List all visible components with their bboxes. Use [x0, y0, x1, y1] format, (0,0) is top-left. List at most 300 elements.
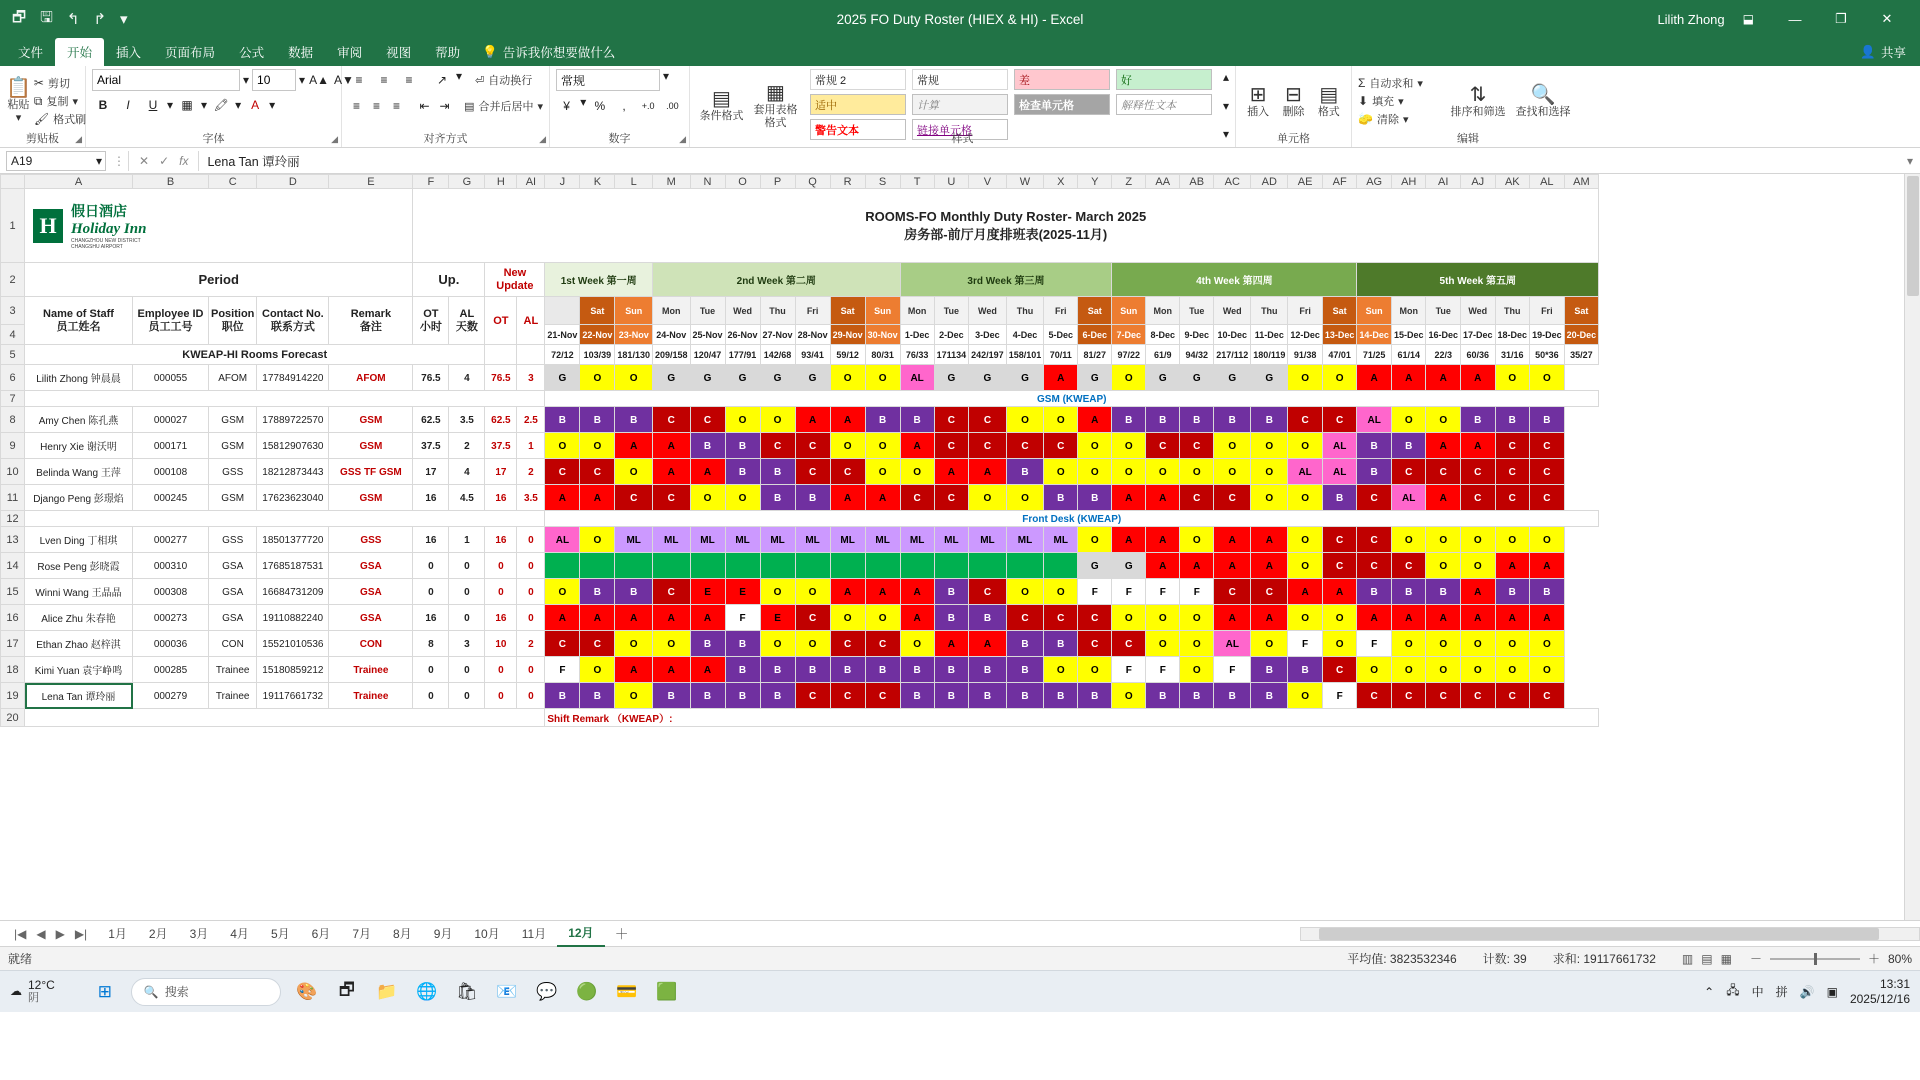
shift-cell-r2-d10[interactable]: A: [900, 433, 934, 459]
shift-cell-r0-d26[interactable]: A: [1461, 365, 1496, 391]
style-calculation[interactable]: 计算: [912, 94, 1008, 115]
name-box[interactable]: [6, 151, 106, 171]
shift-cell-r0-d7[interactable]: G: [795, 365, 830, 391]
shift-cell-r4-d0[interactable]: A: [545, 485, 580, 511]
shift-cell-r11-d23[interactable]: C: [1357, 683, 1392, 709]
comma-icon[interactable]: ,: [622, 99, 626, 113]
widgets-icon[interactable]: 🎨: [296, 981, 318, 1001]
table-row[interactable]: [1, 365, 1599, 391]
shift-cell-r7-d21[interactable]: A: [1288, 579, 1323, 605]
ot-new-cell[interactable]: 0: [485, 657, 517, 683]
column-header-AH[interactable]: AH: [1391, 175, 1426, 189]
insert-cells-button[interactable]: [1242, 69, 1274, 133]
shift-cell-r2-d13[interactable]: C: [1006, 433, 1044, 459]
shift-cell-r11-d2[interactable]: O: [615, 683, 653, 709]
shift-cell-r3-d13[interactable]: B: [1006, 459, 1044, 485]
row-header-3[interactable]: 3: [1, 297, 25, 325]
account-name[interactable]: Lilith Zhong: [1657, 11, 1725, 27]
ot-new-cell[interactable]: 16: [485, 605, 517, 631]
shift-cell-r2-d16[interactable]: O: [1112, 433, 1146, 459]
ime-language-icon[interactable]: 中: [1751, 985, 1764, 999]
shift-cell-r0-d4[interactable]: G: [690, 365, 725, 391]
column-header-AG[interactable]: AG: [1357, 175, 1392, 189]
sheet-nav-arrows[interactable]: [4, 927, 97, 941]
font-color-icon[interactable]: A: [251, 98, 260, 112]
employee-id-cell[interactable]: 000055: [133, 365, 209, 391]
shift-cell-r1-d24[interactable]: O: [1391, 407, 1426, 433]
forecast-value-13[interactable]: 158/101: [1006, 345, 1044, 365]
staff-name-cell[interactable]: Ethan Zhao 赵梓淇: [25, 631, 133, 657]
shift-cell-r10-d8[interactable]: B: [830, 657, 865, 683]
column-header-AE[interactable]: AE: [1288, 175, 1323, 189]
column-header-D[interactable]: D: [257, 175, 329, 189]
forecast-value-15[interactable]: 81/27: [1078, 345, 1112, 365]
shift-cell-r3-d0[interactable]: C: [545, 459, 580, 485]
shift-cell-r9-d24[interactable]: O: [1391, 631, 1426, 657]
shift-cell-r8-d23[interactable]: A: [1357, 605, 1392, 631]
shift-cell-r10-d26[interactable]: O: [1461, 657, 1496, 683]
contact-cell[interactable]: 15180859212: [257, 657, 329, 683]
tab-view[interactable]: 视图: [386, 46, 412, 60]
shift-cell-r6-d23[interactable]: C: [1357, 553, 1392, 579]
employee-id-cell[interactable]: 000308: [133, 579, 209, 605]
edge-browser-icon[interactable]: 🌐: [416, 981, 438, 1001]
shift-cell-r11-d8[interactable]: C: [830, 683, 865, 709]
column-header-AC[interactable]: AC: [1214, 175, 1251, 189]
shift-cell-r0-d18[interactable]: G: [1180, 365, 1214, 391]
borders-chevron-down-icon[interactable]: ▾: [201, 98, 208, 112]
shift-cell-r6-d12[interactable]: [969, 553, 1007, 579]
shift-cell-r9-d19[interactable]: AL: [1214, 631, 1251, 657]
shift-cell-r2-d22[interactable]: AL: [1322, 433, 1357, 459]
shift-cell-r3-d24[interactable]: C: [1391, 459, 1426, 485]
shift-cell-r1-d28[interactable]: B: [1530, 407, 1565, 433]
sheet-tab-8[interactable]: 8月: [393, 927, 412, 941]
shift-cell-r4-d3[interactable]: C: [652, 485, 690, 511]
excel-taskbar-icon[interactable]: 🟩: [656, 981, 678, 1001]
shift-cell-r10-d15[interactable]: O: [1078, 657, 1112, 683]
shift-cell-r7-d25[interactable]: B: [1426, 579, 1461, 605]
sheet-tab-7[interactable]: 7月: [352, 927, 371, 941]
shift-cell-r10-d3[interactable]: A: [652, 657, 690, 683]
style-neutral[interactable]: 适中: [810, 94, 906, 115]
font-size-input[interactable]: [252, 69, 296, 91]
sheet-row-1[interactable]: [1, 189, 1599, 263]
shift-cell-r9-d4[interactable]: B: [690, 631, 725, 657]
shift-cell-r4-d9[interactable]: A: [865, 485, 900, 511]
column-header-W[interactable]: W: [1006, 175, 1044, 189]
shift-cell-r11-d3[interactable]: B: [652, 683, 690, 709]
shift-cell-r9-d1[interactable]: C: [580, 631, 615, 657]
copy-chevron-down-icon[interactable]: ▾: [72, 95, 79, 108]
ot-new-cell[interactable]: 16: [485, 527, 517, 553]
row-header-16[interactable]: 16: [1, 605, 25, 631]
shift-cell-r0-d19[interactable]: G: [1214, 365, 1251, 391]
shift-cell-r9-d7[interactable]: O: [795, 631, 830, 657]
remark-cell[interactable]: GSS TF GSM: [329, 459, 413, 485]
column-header-A[interactable]: A: [25, 175, 133, 189]
forecast-value-10[interactable]: 76/33: [900, 345, 934, 365]
shift-cell-r11-d17[interactable]: B: [1146, 683, 1180, 709]
shift-cell-r8-d3[interactable]: A: [652, 605, 690, 631]
page-layout-icon[interactable]: ▤: [1701, 951, 1713, 966]
column-header-L[interactable]: L: [615, 175, 653, 189]
shift-cell-r7-d3[interactable]: C: [652, 579, 690, 605]
shift-cell-r5-d5[interactable]: ML: [725, 527, 760, 553]
underline-button[interactable]: U: [148, 98, 158, 112]
al-cell[interactable]: 4: [449, 459, 485, 485]
zoom-slider[interactable]: [1770, 958, 1860, 960]
start-button-icon[interactable]: ⊞: [97, 981, 112, 1001]
percent-icon[interactable]: %: [594, 99, 606, 113]
ribbon-display-options-icon[interactable]: ⬓: [1742, 12, 1754, 26]
borders-icon[interactable]: ▦: [181, 98, 193, 112]
shift-cell-r9-d25[interactable]: O: [1426, 631, 1461, 657]
table-row[interactable]: [1, 553, 1599, 579]
column-header-M[interactable]: M: [652, 175, 690, 189]
shift-cell-r5-d16[interactable]: A: [1112, 527, 1146, 553]
column-header-AI[interactable]: AI: [1426, 175, 1461, 189]
shift-cell-r2-d26[interactable]: A: [1461, 433, 1496, 459]
grow-font-button[interactable]: A▲: [309, 73, 329, 87]
contact-cell[interactable]: 15812907630: [257, 433, 329, 459]
shift-cell-r10-d4[interactable]: A: [690, 657, 725, 683]
normal-view-icon[interactable]: ▥: [1681, 951, 1694, 966]
shift-cell-r0-d3[interactable]: G: [652, 365, 690, 391]
shift-cell-r7-d6[interactable]: O: [760, 579, 795, 605]
shift-cell-r11-d21[interactable]: O: [1288, 683, 1323, 709]
shift-cell-r8-d18[interactable]: O: [1180, 605, 1214, 631]
autosum-chevron-down-icon[interactable]: ▾: [1417, 77, 1423, 90]
shift-cell-r3-d3[interactable]: A: [652, 459, 690, 485]
shift-cell-r1-d22[interactable]: C: [1322, 407, 1357, 433]
shift-cell-r11-d14[interactable]: B: [1044, 683, 1078, 709]
shift-cell-r1-d6[interactable]: O: [760, 407, 795, 433]
shift-cell-r5-d15[interactable]: O: [1078, 527, 1112, 553]
formula-input[interactable]: Lena Tan 谭玲丽: [207, 154, 300, 169]
row-header-9[interactable]: 9: [1, 433, 25, 459]
shift-cell-r3-d18[interactable]: O: [1180, 459, 1214, 485]
remark-cell[interactable]: CON: [329, 631, 413, 657]
style-explanatory[interactable]: 解释性文本: [1116, 94, 1212, 115]
shift-cell-r3-d11[interactable]: A: [934, 459, 969, 485]
bold-button[interactable]: B: [98, 98, 108, 112]
shift-cell-r5-d9[interactable]: ML: [865, 527, 900, 553]
shift-cell-r6-d11[interactable]: [934, 553, 969, 579]
shift-cell-r7-d11[interactable]: B: [934, 579, 969, 605]
shift-cell-r6-d0[interactable]: [545, 553, 580, 579]
shift-cell-r9-d0[interactable]: C: [545, 631, 580, 657]
find-select-button[interactable]: [1512, 69, 1574, 133]
shift-cell-r11-d11[interactable]: B: [934, 683, 969, 709]
shift-cell-r3-d22[interactable]: AL: [1322, 459, 1357, 485]
shrink-font-button[interactable]: A▼: [333, 73, 354, 87]
search-box[interactable]: [131, 978, 281, 1006]
shift-cell-r6-d19[interactable]: A: [1214, 553, 1251, 579]
staff-name-cell[interactable]: Belinda Wang 王萍: [25, 459, 133, 485]
style-warning-text[interactable]: 警告文本: [810, 119, 906, 140]
page-break-icon[interactable]: ▦: [1720, 951, 1732, 966]
ot-cell[interactable]: 0: [413, 579, 449, 605]
shift-cell-r3-d4[interactable]: A: [690, 459, 725, 485]
shift-cell-r3-d6[interactable]: B: [760, 459, 795, 485]
shift-cell-r0-d8[interactable]: O: [830, 365, 865, 391]
forecast-value-0[interactable]: 72/12: [545, 345, 580, 365]
row-header-5[interactable]: 5: [1, 345, 25, 365]
shift-cell-r5-d6[interactable]: ML: [760, 527, 795, 553]
shift-cell-r4-d8[interactable]: A: [830, 485, 865, 511]
shift-cell-r11-d22[interactable]: F: [1322, 683, 1357, 709]
shift-cell-r5-d27[interactable]: O: [1495, 527, 1530, 553]
select-all-corner[interactable]: [1, 175, 25, 189]
shift-cell-r11-d12[interactable]: B: [969, 683, 1007, 709]
shift-cell-r5-d10[interactable]: ML: [900, 527, 934, 553]
contact-cell[interactable]: 16684731209: [257, 579, 329, 605]
shift-cell-r8-d14[interactable]: C: [1044, 605, 1078, 631]
forecast-value-9[interactable]: 80/31: [865, 345, 900, 365]
zoom-in-button[interactable]: ＋: [1867, 952, 1880, 966]
align-bottom-icon[interactable]: ≡: [405, 73, 413, 87]
al-cell[interactable]: 0: [449, 553, 485, 579]
shift-cell-r3-d16[interactable]: O: [1112, 459, 1146, 485]
close-button[interactable]: ✕: [1881, 11, 1893, 26]
shift-cell-r2-d18[interactable]: C: [1180, 433, 1214, 459]
shift-cell-r8-d2[interactable]: A: [615, 605, 653, 631]
tab-insert[interactable]: 插入: [116, 46, 142, 60]
shift-cell-r5-d1[interactable]: O: [580, 527, 615, 553]
shift-cell-r2-d11[interactable]: C: [934, 433, 969, 459]
shift-cell-r11-d0[interactable]: B: [545, 683, 580, 709]
sheet-tab-9[interactable]: 9月: [433, 927, 453, 941]
shift-cell-r9-d15[interactable]: C: [1078, 631, 1112, 657]
shift-cell-r1-d19[interactable]: B: [1214, 407, 1251, 433]
shift-cell-r1-d3[interactable]: C: [652, 407, 690, 433]
remark-cell[interactable]: AFOM: [329, 365, 413, 391]
shift-cell-r0-d27[interactable]: O: [1495, 365, 1530, 391]
column-header-AL[interactable]: AL: [1530, 175, 1565, 189]
staff-name-cell[interactable]: Amy Chen 陈孔燕: [25, 407, 133, 433]
al-cell[interactable]: 2: [449, 433, 485, 459]
shift-cell-r7-d13[interactable]: O: [1006, 579, 1044, 605]
forecast-value-21[interactable]: 91/38: [1288, 345, 1323, 365]
shift-cell-r3-d10[interactable]: O: [900, 459, 934, 485]
style-bad[interactable]: 差: [1014, 69, 1110, 90]
shift-cell-r10-d19[interactable]: F: [1214, 657, 1251, 683]
column-header-J[interactable]: J: [545, 175, 580, 189]
shift-cell-r4-d6[interactable]: B: [760, 485, 795, 511]
shift-cell-r10-d16[interactable]: F: [1112, 657, 1146, 683]
position-cell[interactable]: GSM: [209, 485, 257, 511]
ot-new-cell[interactable]: 76.5: [485, 365, 517, 391]
al-new-cell[interactable]: 0: [517, 579, 545, 605]
table-row[interactable]: [1, 459, 1599, 485]
shift-cell-r4-d14[interactable]: B: [1044, 485, 1078, 511]
decrease-decimal-icon[interactable]: .00: [666, 101, 679, 111]
merge-center-button[interactable]: [464, 95, 543, 117]
row-header-10[interactable]: 10: [1, 459, 25, 485]
styles-scroll-down-icon[interactable]: ▾: [1222, 98, 1229, 113]
tab-file[interactable]: 文件: [18, 46, 44, 60]
position-cell[interactable]: CON: [209, 631, 257, 657]
section-blank[interactable]: [25, 391, 545, 407]
staff-name-cell[interactable]: Winni Wang 王晶晶: [25, 579, 133, 605]
column-header-P[interactable]: P: [760, 175, 795, 189]
al-new-cell[interactable]: 0: [517, 605, 545, 631]
share-button[interactable]: [1846, 38, 1920, 66]
shift-cell-r5-d24[interactable]: O: [1391, 527, 1426, 553]
shift-cell-r3-d5[interactable]: B: [725, 459, 760, 485]
remark-cell[interactable]: GSM: [329, 485, 413, 511]
shift-cell-r5-d8[interactable]: ML: [830, 527, 865, 553]
underline-chevron-down-icon[interactable]: ▾: [167, 98, 174, 112]
forecast-value-11[interactable]: 171134: [934, 345, 969, 365]
row-header-18[interactable]: 18: [1, 657, 25, 683]
shift-cell-r0-d14[interactable]: A: [1044, 365, 1078, 391]
shift-cell-r11-d26[interactable]: C: [1461, 683, 1496, 709]
shift-cell-r5-d22[interactable]: C: [1322, 527, 1357, 553]
shift-cell-r0-d28[interactable]: O: [1530, 365, 1565, 391]
shift-cell-r8-d22[interactable]: O: [1322, 605, 1357, 631]
employee-id-cell[interactable]: 000279: [133, 683, 209, 709]
styles-scroll-up-icon[interactable]: ▴: [1222, 70, 1229, 84]
remark-cell[interactable]: GSA: [329, 553, 413, 579]
maximize-button[interactable]: ❐: [1835, 11, 1847, 26]
weather-widget[interactable]: [10, 978, 55, 1006]
shift-cell-r10-d24[interactable]: O: [1391, 657, 1426, 683]
tab-help[interactable]: 帮助: [435, 46, 461, 60]
shift-cell-r1-d27[interactable]: B: [1495, 407, 1530, 433]
shift-cell-r0-d5[interactable]: G: [725, 365, 760, 391]
ot-new-cell[interactable]: 10: [485, 631, 517, 657]
shift-cell-r2-d5[interactable]: B: [725, 433, 760, 459]
shift-cell-r4-d25[interactable]: A: [1426, 485, 1461, 511]
shift-cell-r10-d5[interactable]: B: [725, 657, 760, 683]
forecast-blank-1[interactable]: [485, 345, 517, 365]
quick-access-toolbar[interactable]: [0, 7, 128, 32]
shift-cell-r0-d12[interactable]: G: [969, 365, 1007, 391]
position-cell[interactable]: GSM: [209, 433, 257, 459]
table-row[interactable]: [1, 605, 1599, 631]
shift-cell-r2-d14[interactable]: C: [1044, 433, 1078, 459]
name-box-chevron-down-icon[interactable]: ▾: [95, 153, 102, 168]
staff-name-cell[interactable]: Rose Peng 彭晓霞: [25, 553, 133, 579]
horizontal-scrollbar[interactable]: [1300, 927, 1920, 941]
tray-expand-icon[interactable]: ⌃: [1704, 984, 1715, 999]
shift-cell-r9-d17[interactable]: O: [1146, 631, 1180, 657]
shift-cell-r7-d20[interactable]: C: [1251, 579, 1288, 605]
shift-cell-r7-d1[interactable]: B: [580, 579, 615, 605]
currency-chevron-down-icon[interactable]: ▾: [580, 95, 587, 109]
sheet-row-3[interactable]: [1, 297, 1599, 325]
shift-cell-r11-d13[interactable]: B: [1006, 683, 1044, 709]
shift-cell-r4-d27[interactable]: C: [1495, 485, 1530, 511]
shift-cell-r7-d19[interactable]: C: [1214, 579, 1251, 605]
shift-cell-r7-d12[interactable]: C: [969, 579, 1007, 605]
shift-cell-r9-d3[interactable]: O: [652, 631, 690, 657]
remark-cell[interactable]: GSA: [329, 579, 413, 605]
shift-cell-r2-d2[interactable]: A: [615, 433, 653, 459]
shift-cell-r3-d9[interactable]: O: [865, 459, 900, 485]
table-row[interactable]: [1, 657, 1599, 683]
row-header-2[interactable]: 2: [1, 263, 25, 297]
shift-cell-r0-d0[interactable]: G: [545, 365, 580, 391]
employee-id-cell[interactable]: 000027: [133, 407, 209, 433]
remark-cell[interactable]: GSM: [329, 433, 413, 459]
sheet-row-20[interactable]: [1, 709, 1599, 727]
forecast-value-14[interactable]: 70/11: [1044, 345, 1078, 365]
undo-icon[interactable]: ↰: [66, 11, 80, 28]
merge-chevron-down-icon[interactable]: ▾: [537, 100, 544, 113]
shift-cell-r10-d17[interactable]: F: [1146, 657, 1180, 683]
forecast-value-7[interactable]: 93/41: [795, 345, 830, 365]
shift-cell-r10-d13[interactable]: B: [1006, 657, 1044, 683]
ot-new-cell[interactable]: 16: [485, 485, 517, 511]
shift-cell-r5-d21[interactable]: O: [1288, 527, 1323, 553]
shift-cell-r6-d10[interactable]: [900, 553, 934, 579]
shift-cell-r0-d16[interactable]: O: [1112, 365, 1146, 391]
row20-blank[interactable]: [25, 709, 545, 727]
al-cell[interactable]: 0: [449, 683, 485, 709]
forecast-value-23[interactable]: 71/25: [1357, 345, 1392, 365]
shift-cell-r2-d15[interactable]: O: [1078, 433, 1112, 459]
shift-cell-r1-d14[interactable]: O: [1044, 407, 1078, 433]
ot-cell[interactable]: 76.5: [413, 365, 449, 391]
currency-icon[interactable]: ¥: [563, 99, 570, 113]
shift-cell-r4-d13[interactable]: O: [1006, 485, 1044, 511]
shift-cell-r10-d20[interactable]: B: [1251, 657, 1288, 683]
shift-cell-r6-d21[interactable]: O: [1288, 553, 1323, 579]
shift-cell-r2-d3[interactable]: A: [652, 433, 690, 459]
row-header-11[interactable]: 11: [1, 485, 25, 511]
shift-cell-r2-d4[interactable]: B: [690, 433, 725, 459]
column-header-E[interactable]: E: [329, 175, 413, 189]
formula-bar-expand-icon[interactable]: ▾: [1906, 153, 1914, 168]
shift-cell-r3-d17[interactable]: O: [1146, 459, 1180, 485]
sheet-table[interactable]: [0, 174, 1599, 727]
shift-cell-r8-d16[interactable]: O: [1112, 605, 1146, 631]
shift-cell-r6-d16[interactable]: G: [1112, 553, 1146, 579]
position-cell[interactable]: Trainee: [209, 657, 257, 683]
shift-cell-r11-d4[interactable]: B: [690, 683, 725, 709]
shift-cell-r5-d13[interactable]: ML: [1006, 527, 1044, 553]
shift-cell-r10-d18[interactable]: O: [1180, 657, 1214, 683]
column-header-C[interactable]: C: [209, 175, 257, 189]
shift-cell-r10-d21[interactable]: B: [1288, 657, 1323, 683]
row-header-13[interactable]: 13: [1, 527, 25, 553]
shift-cell-r8-d12[interactable]: B: [969, 605, 1007, 631]
contact-cell[interactable]: 18212873443: [257, 459, 329, 485]
row-header-1[interactable]: 1: [1, 189, 25, 263]
shift-cell-r5-d23[interactable]: C: [1357, 527, 1392, 553]
al-cell[interactable]: 0: [449, 605, 485, 631]
shift-cell-r8-d21[interactable]: O: [1288, 605, 1323, 631]
row-header-15[interactable]: 15: [1, 579, 25, 605]
shift-cell-r10-d14[interactable]: O: [1044, 657, 1078, 683]
shift-cell-r11-d27[interactable]: C: [1495, 683, 1530, 709]
shift-cell-r2-d20[interactable]: O: [1251, 433, 1288, 459]
al-cell[interactable]: 4: [449, 365, 485, 391]
shift-cell-r4-d12[interactable]: O: [969, 485, 1007, 511]
shift-cell-r4-d1[interactable]: A: [580, 485, 615, 511]
clear-chevron-down-icon[interactable]: ▾: [1402, 113, 1409, 126]
confirm-edit-icon[interactable]: ✓: [159, 153, 170, 168]
shift-cell-r4-d2[interactable]: C: [615, 485, 653, 511]
fill-button[interactable]: [1358, 93, 1444, 109]
sheet-nav-last-icon[interactable]: ▶|: [74, 926, 88, 941]
shift-cell-r7-d27[interactable]: B: [1495, 579, 1530, 605]
shift-cell-r1-d25[interactable]: O: [1426, 407, 1461, 433]
al-cell[interactable]: 0: [449, 579, 485, 605]
